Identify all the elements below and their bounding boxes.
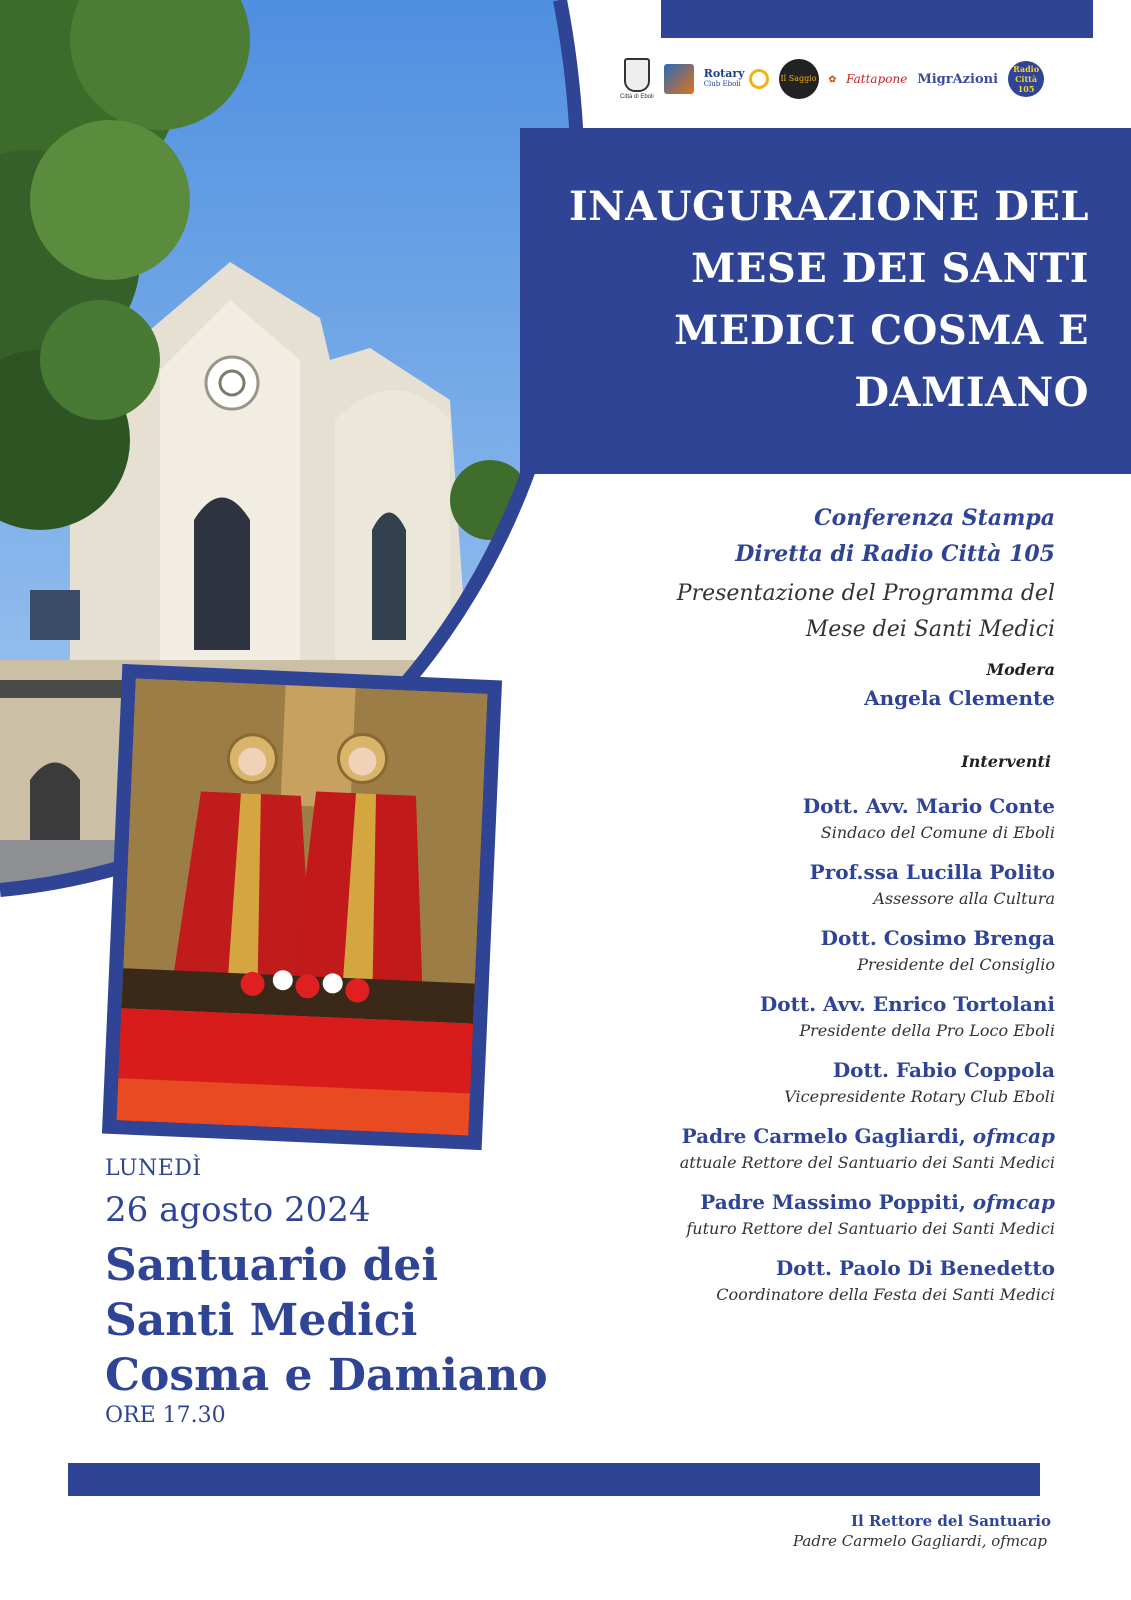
pro-loco-icon	[664, 64, 694, 94]
press-conference-heading: Conferenza Stampa Diretta di Radio Città 105	[735, 505, 1055, 567]
rotary-logo: Rotary Club Eboli	[704, 68, 769, 90]
sponsor-logos	[620, 52, 1096, 106]
speaker-item: Dott. Cosimo Brenga Presidente del Consiglio	[820, 926, 1055, 974]
event-time: ORE 17.30	[105, 1403, 226, 1428]
page-title: INAUGURAZIONE DEL MESE DEI SANTI MEDICI COSMA E DAMIANO	[568, 183, 1089, 416]
signature-name: Padre Carmelo Gagliardi, ofmcap	[793, 1532, 1047, 1550]
bottom-accent-bar	[68, 1463, 1040, 1496]
program-presentation: Presentazione del Programma del Mese dei Santi Medici	[676, 581, 1055, 642]
rotary-wheel-icon	[749, 69, 769, 89]
moderator-label: Modera	[986, 660, 1055, 679]
speaker-item: Prof.ssa Lucilla Polito Assessore alla Cultura	[809, 860, 1055, 908]
pro-loco-logo	[664, 64, 694, 94]
speakers-list	[575, 792, 1055, 1320]
radio-citta-logo: Radio Città 105	[1008, 61, 1044, 97]
hands-icon: ✿	[828, 73, 837, 84]
speaker-item: Dott. Avv. Enrico Tortolani Presidente della Pro Loco Eboli	[759, 992, 1055, 1040]
migrazioni-logo: MigrAzioni	[917, 71, 999, 87]
event-date: 26 agosto 2024	[105, 1190, 371, 1230]
top-accent-bar	[661, 0, 1093, 38]
speaker-item: Dott. Paolo Di Benedetto Coordinatore della Festa dei Santi Medici	[716, 1256, 1055, 1304]
speaker-item: Padre Massimo Poppiti, ofmcap futuro Rettore del Santuario dei Santi Medici	[686, 1190, 1055, 1238]
title-banner	[520, 128, 1131, 474]
moderator-name: Angela Clemente	[864, 686, 1055, 710]
saints-statue-photo	[102, 664, 502, 1150]
interventions-label: Interventi	[961, 752, 1051, 771]
event-venue: Santuario dei Santi Medici Cosma e Damiano	[105, 1240, 548, 1401]
fattapone-logo: Fattapone	[846, 72, 908, 86]
signature-title: Il Rettore del Santuario	[850, 1512, 1051, 1530]
saints-image	[117, 679, 488, 1136]
orange-association-logo	[829, 74, 837, 85]
speaker-item: Dott. Avv. Mario Conte Sindaco del Comune di Eboli	[802, 794, 1055, 842]
speaker-item: Dott. Fabio Coppola Vicepresidente Rotary Club Eboli	[784, 1058, 1055, 1106]
crest-icon	[624, 58, 650, 92]
event-day: LUNEDÌ	[105, 1156, 202, 1181]
saggio-logo: Il Saggio	[779, 59, 819, 99]
citta-eboli-logo: Città di Eboli	[620, 58, 654, 100]
speaker-item: Padre Carmelo Gagliardi, ofmcap attuale Rettore del Santuario dei Santi Medici	[679, 1124, 1055, 1172]
